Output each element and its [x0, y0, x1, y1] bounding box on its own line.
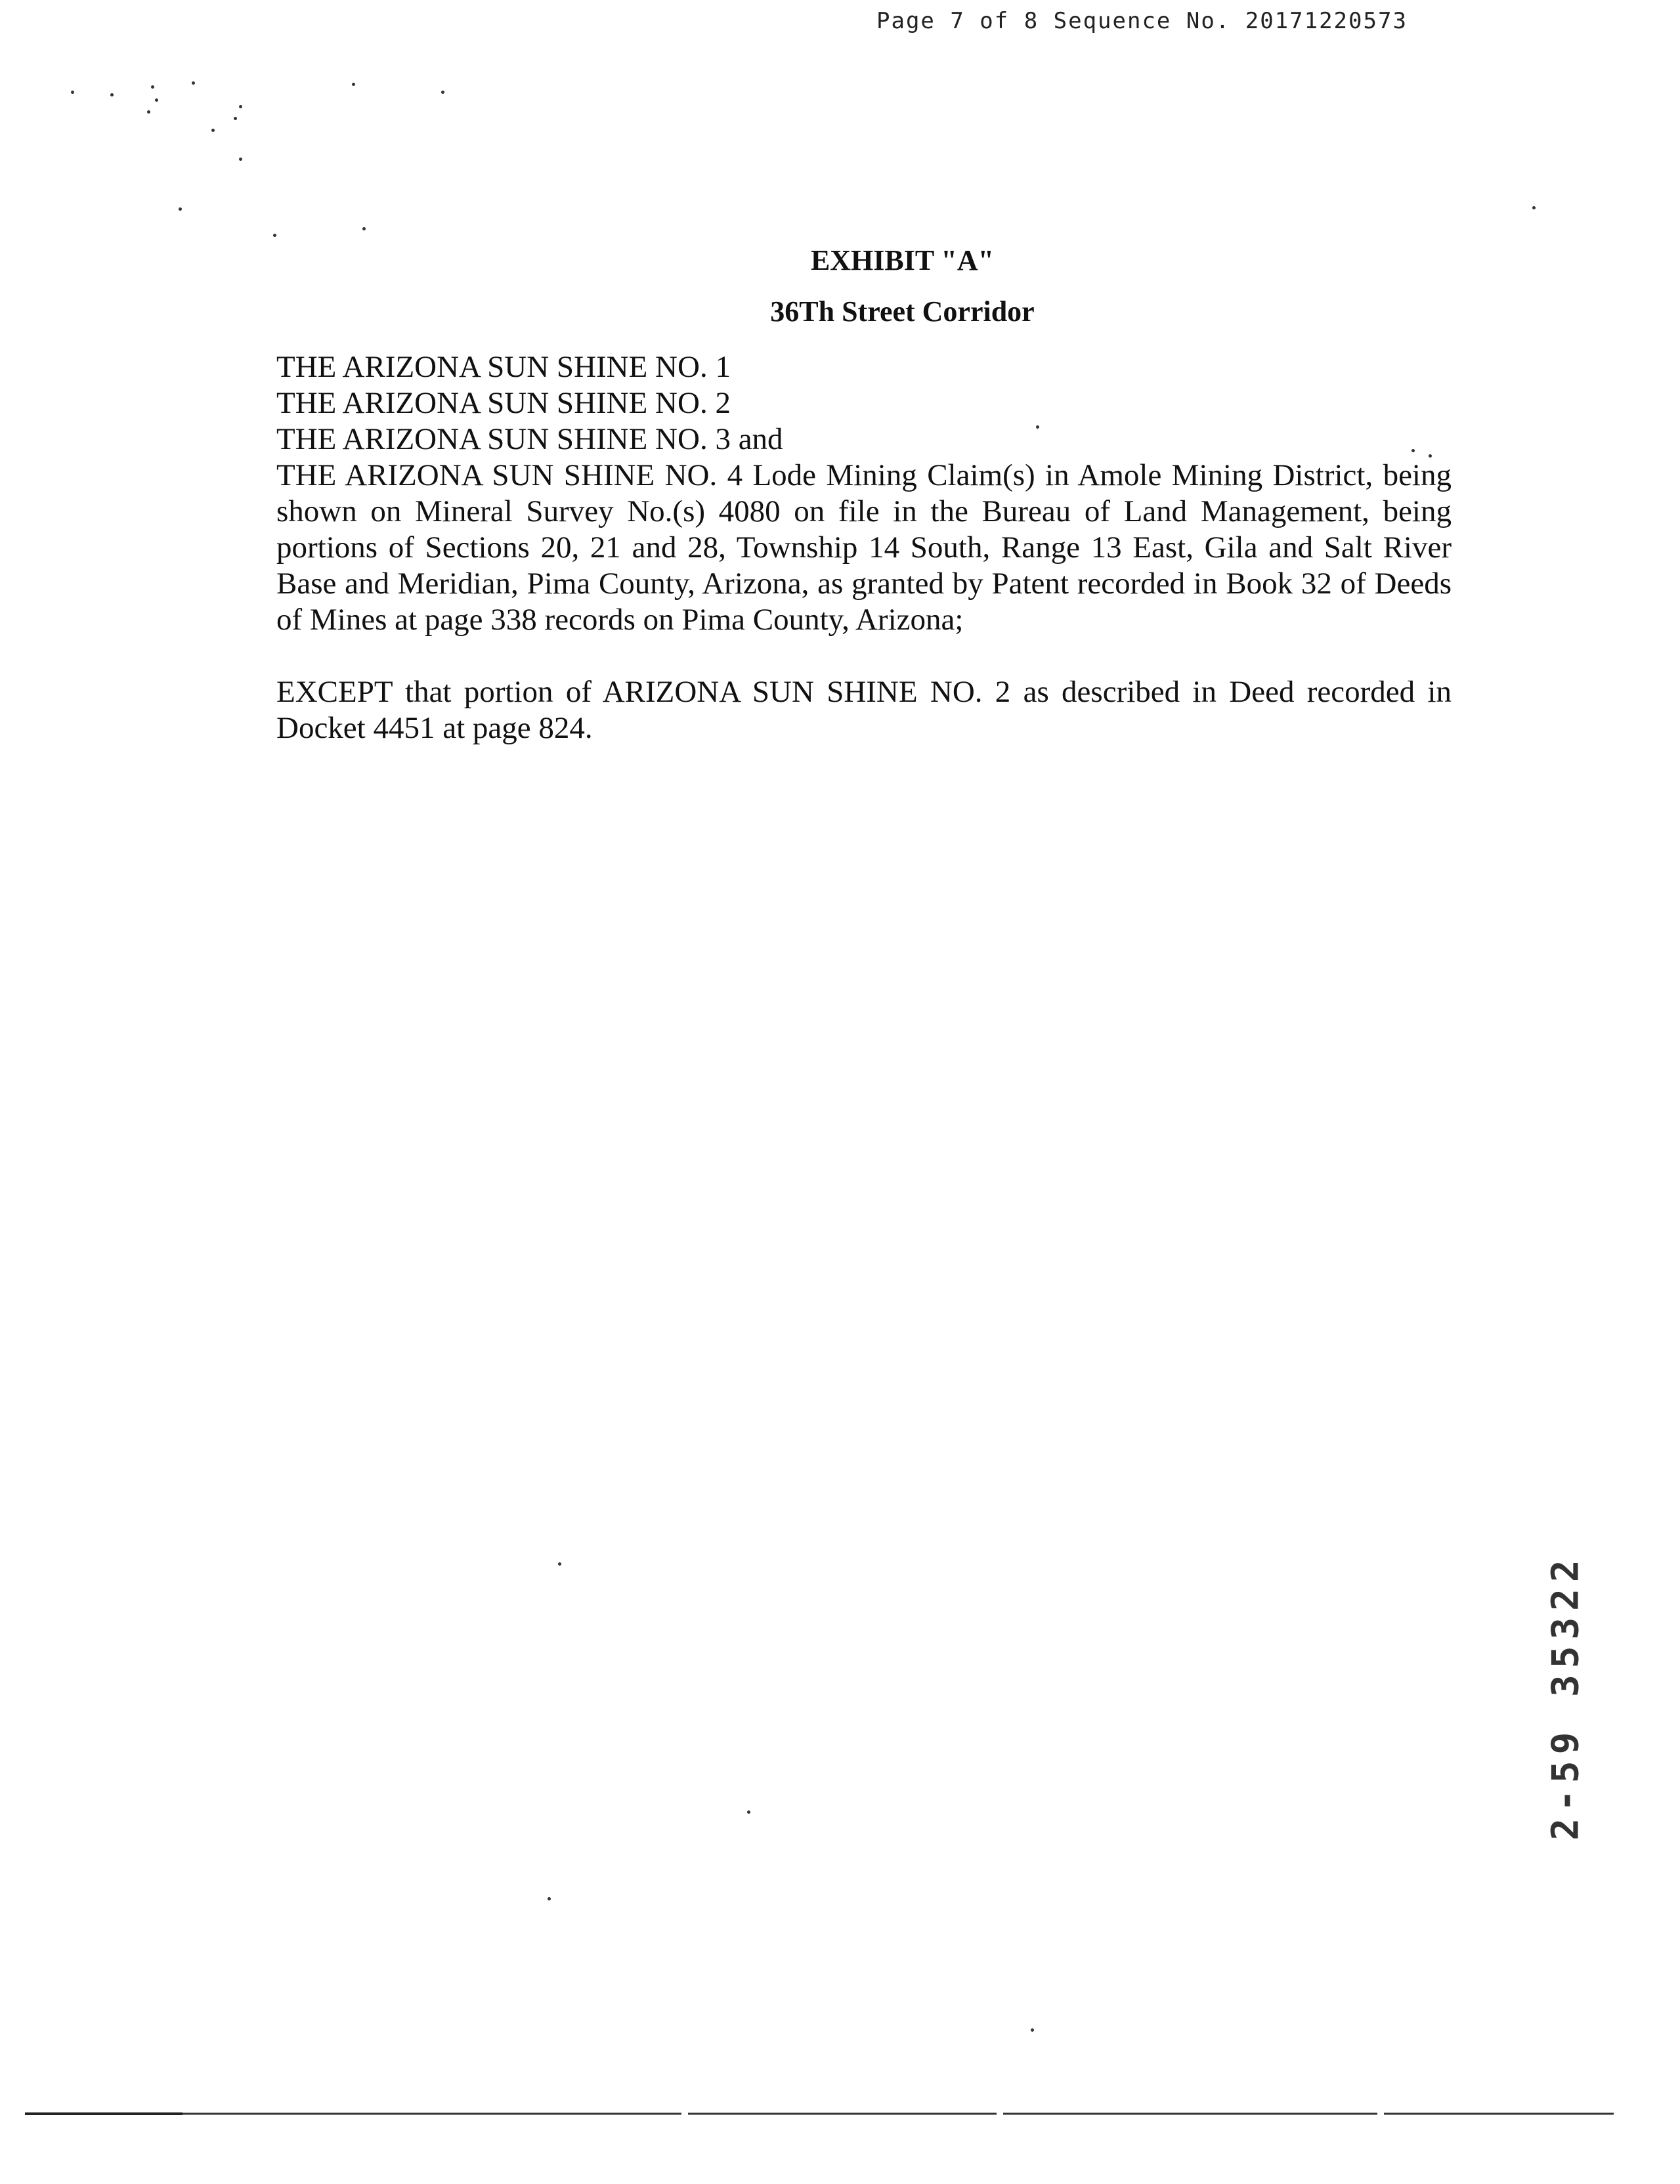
page-sequence-header: Page 7 of 8 Sequence No. 20171220573	[876, 8, 1408, 34]
side-recording-stamp	[1536, 1510, 1595, 1884]
claim-line: THE ARIZONA SUN SHINE NO. 1	[276, 350, 731, 384]
except-paragraph: EXCEPT that portion of ARIZONA SUN SHINE NO. 2 as described in Deed recorded in Docket 4451 at page 824.	[276, 675, 1452, 745]
exhibit-title-block	[0, 235, 1680, 337]
side-stamp-text: 2-59 35322	[1544, 1553, 1587, 1841]
exhibit-subtitle: 36Th Street Corridor	[770, 295, 1035, 328]
exhibit-heading: EXHIBIT "A"	[810, 244, 995, 276]
claim-line: THE ARIZONA SUN SHINE NO. 3 and	[276, 422, 783, 456]
bottom-rule	[25, 2112, 1614, 2115]
claim-line: THE ARIZONA SUN SHINE NO. 2	[276, 386, 731, 420]
main-legal-paragraph: THE ARIZONA SUN SHINE NO. 4 Lode Mining Claim(s) in Amole Mining District, being shown on Mineral Survey No.(s) 4080 on file in the Bureau of Land Management, being portions of Sections 20, 21 and 28, Township 14 South, Range 13 East, Gila and Salt River Base and Meridian, Pima County, Arizona, as granted by Patent recorded in Book 32 of Deeds of Mines at page 338 records on Pima County, Arizona;	[276, 458, 1452, 637]
legal-description	[276, 349, 1452, 746]
